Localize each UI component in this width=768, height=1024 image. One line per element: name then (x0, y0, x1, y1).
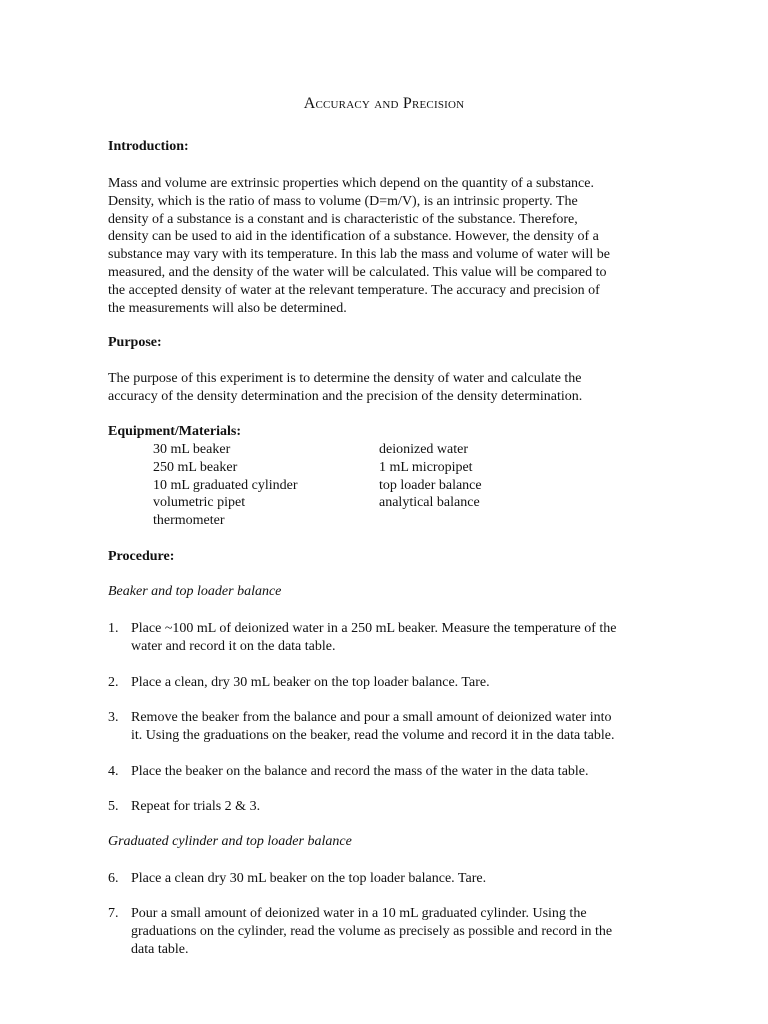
intro-line: substance may vary with its temperature. In this lab the mass and volume of water will be (108, 247, 610, 263)
step-number: 4. (108, 764, 119, 779)
step-line: Place a clean, dry 30 mL beaker on the top loader balance. Tare. (131, 675, 490, 690)
step-text (131, 870, 671, 888)
step-line: it. Using the graduations on the beaker, read the volume and record it in the data table. (131, 727, 615, 743)
procedure-subheading: Beaker and top loader balance (108, 584, 282, 599)
step-number: 7. (108, 906, 119, 921)
equipment-item: volumetric pipet (153, 495, 246, 511)
intro-line: Density, which is the ratio of mass to volume (D=m/V), is an intrinsic property. The (108, 193, 578, 209)
step-text (131, 620, 671, 656)
equipment-heading: Equipment/Materials: (108, 424, 241, 439)
step-line: water and record it on the data table. (131, 638, 336, 654)
step-text (131, 905, 671, 958)
equipment-item: analytical balance (379, 495, 480, 511)
step-line: data table. (131, 941, 189, 957)
step-text (131, 798, 671, 816)
equipment-item: 1 mL micropipet (379, 459, 473, 475)
step-line: Repeat for trials 2 & 3. (131, 799, 261, 814)
equipment-item: thermometer (153, 513, 225, 529)
step-line: Remove the beaker from the balance and pour a small amount of deionized water into (131, 710, 612, 725)
step-line: Pour a small amount of deionized water in a 10 mL graduated cylinder. Using the (131, 906, 587, 921)
step-number: 2. (108, 675, 119, 690)
intro-line: measured, and the density of the water will be calculated. This value will be compared to (108, 264, 607, 280)
purpose-heading: Purpose: (108, 335, 162, 350)
step-number: 5. (108, 799, 119, 814)
step-number: 1. (108, 621, 119, 636)
equipment-item: top loader balance (379, 477, 482, 493)
step-line: Place the beaker on the balance and record the mass of the water in the data table. (131, 764, 589, 779)
step-line: Place ~100 mL of deionized water in a 250 mL beaker. Measure the temperature of the (131, 621, 617, 636)
intro-line: density of a substance is a constant and is characteristic of the substance. Therefore, (108, 211, 578, 227)
equipment-item: 250 mL beaker (153, 459, 238, 475)
purpose-line: The purpose of this experiment is to determine the density of water and calculate the (108, 371, 582, 386)
step-text (131, 709, 671, 745)
step-text (131, 763, 671, 781)
intro-line: the accepted density of water at the relevant temperature. The accuracy and precision of (108, 282, 600, 298)
equipment-list-right (379, 441, 482, 512)
introduction-paragraph (108, 175, 668, 317)
intro-line: density can be used to aid in the identification of a substance. However, the density of a (108, 229, 599, 245)
introduction-heading: Introduction: (108, 139, 189, 154)
purpose-line: accuracy of the density determination and the precision of the density determination. (108, 388, 583, 404)
step-line: graduations on the cylinder, read the volume as precisely as possible and record in the (131, 923, 613, 939)
purpose-paragraph (108, 370, 668, 406)
procedure-subheading: Graduated cylinder and top loader balance (108, 834, 352, 849)
step-line: Place a clean dry 30 mL beaker on the top loader balance. Tare. (131, 871, 487, 886)
page-title: Accuracy and Precision (303, 95, 465, 112)
step-text (131, 674, 671, 692)
equipment-item: 10 mL graduated cylinder (153, 477, 298, 493)
intro-line: Mass and volume are extrinsic properties which depend on the quantity of a substance. (108, 176, 594, 191)
equipment-item: deionized water (379, 442, 469, 457)
equipment-item: 30 mL beaker (153, 442, 231, 457)
equipment-list-left (153, 441, 297, 530)
step-number: 6. (108, 871, 119, 886)
procedure-heading: Procedure: (108, 549, 175, 564)
step-number: 3. (108, 710, 119, 725)
intro-line: the measurements will also be determined. (108, 300, 347, 316)
